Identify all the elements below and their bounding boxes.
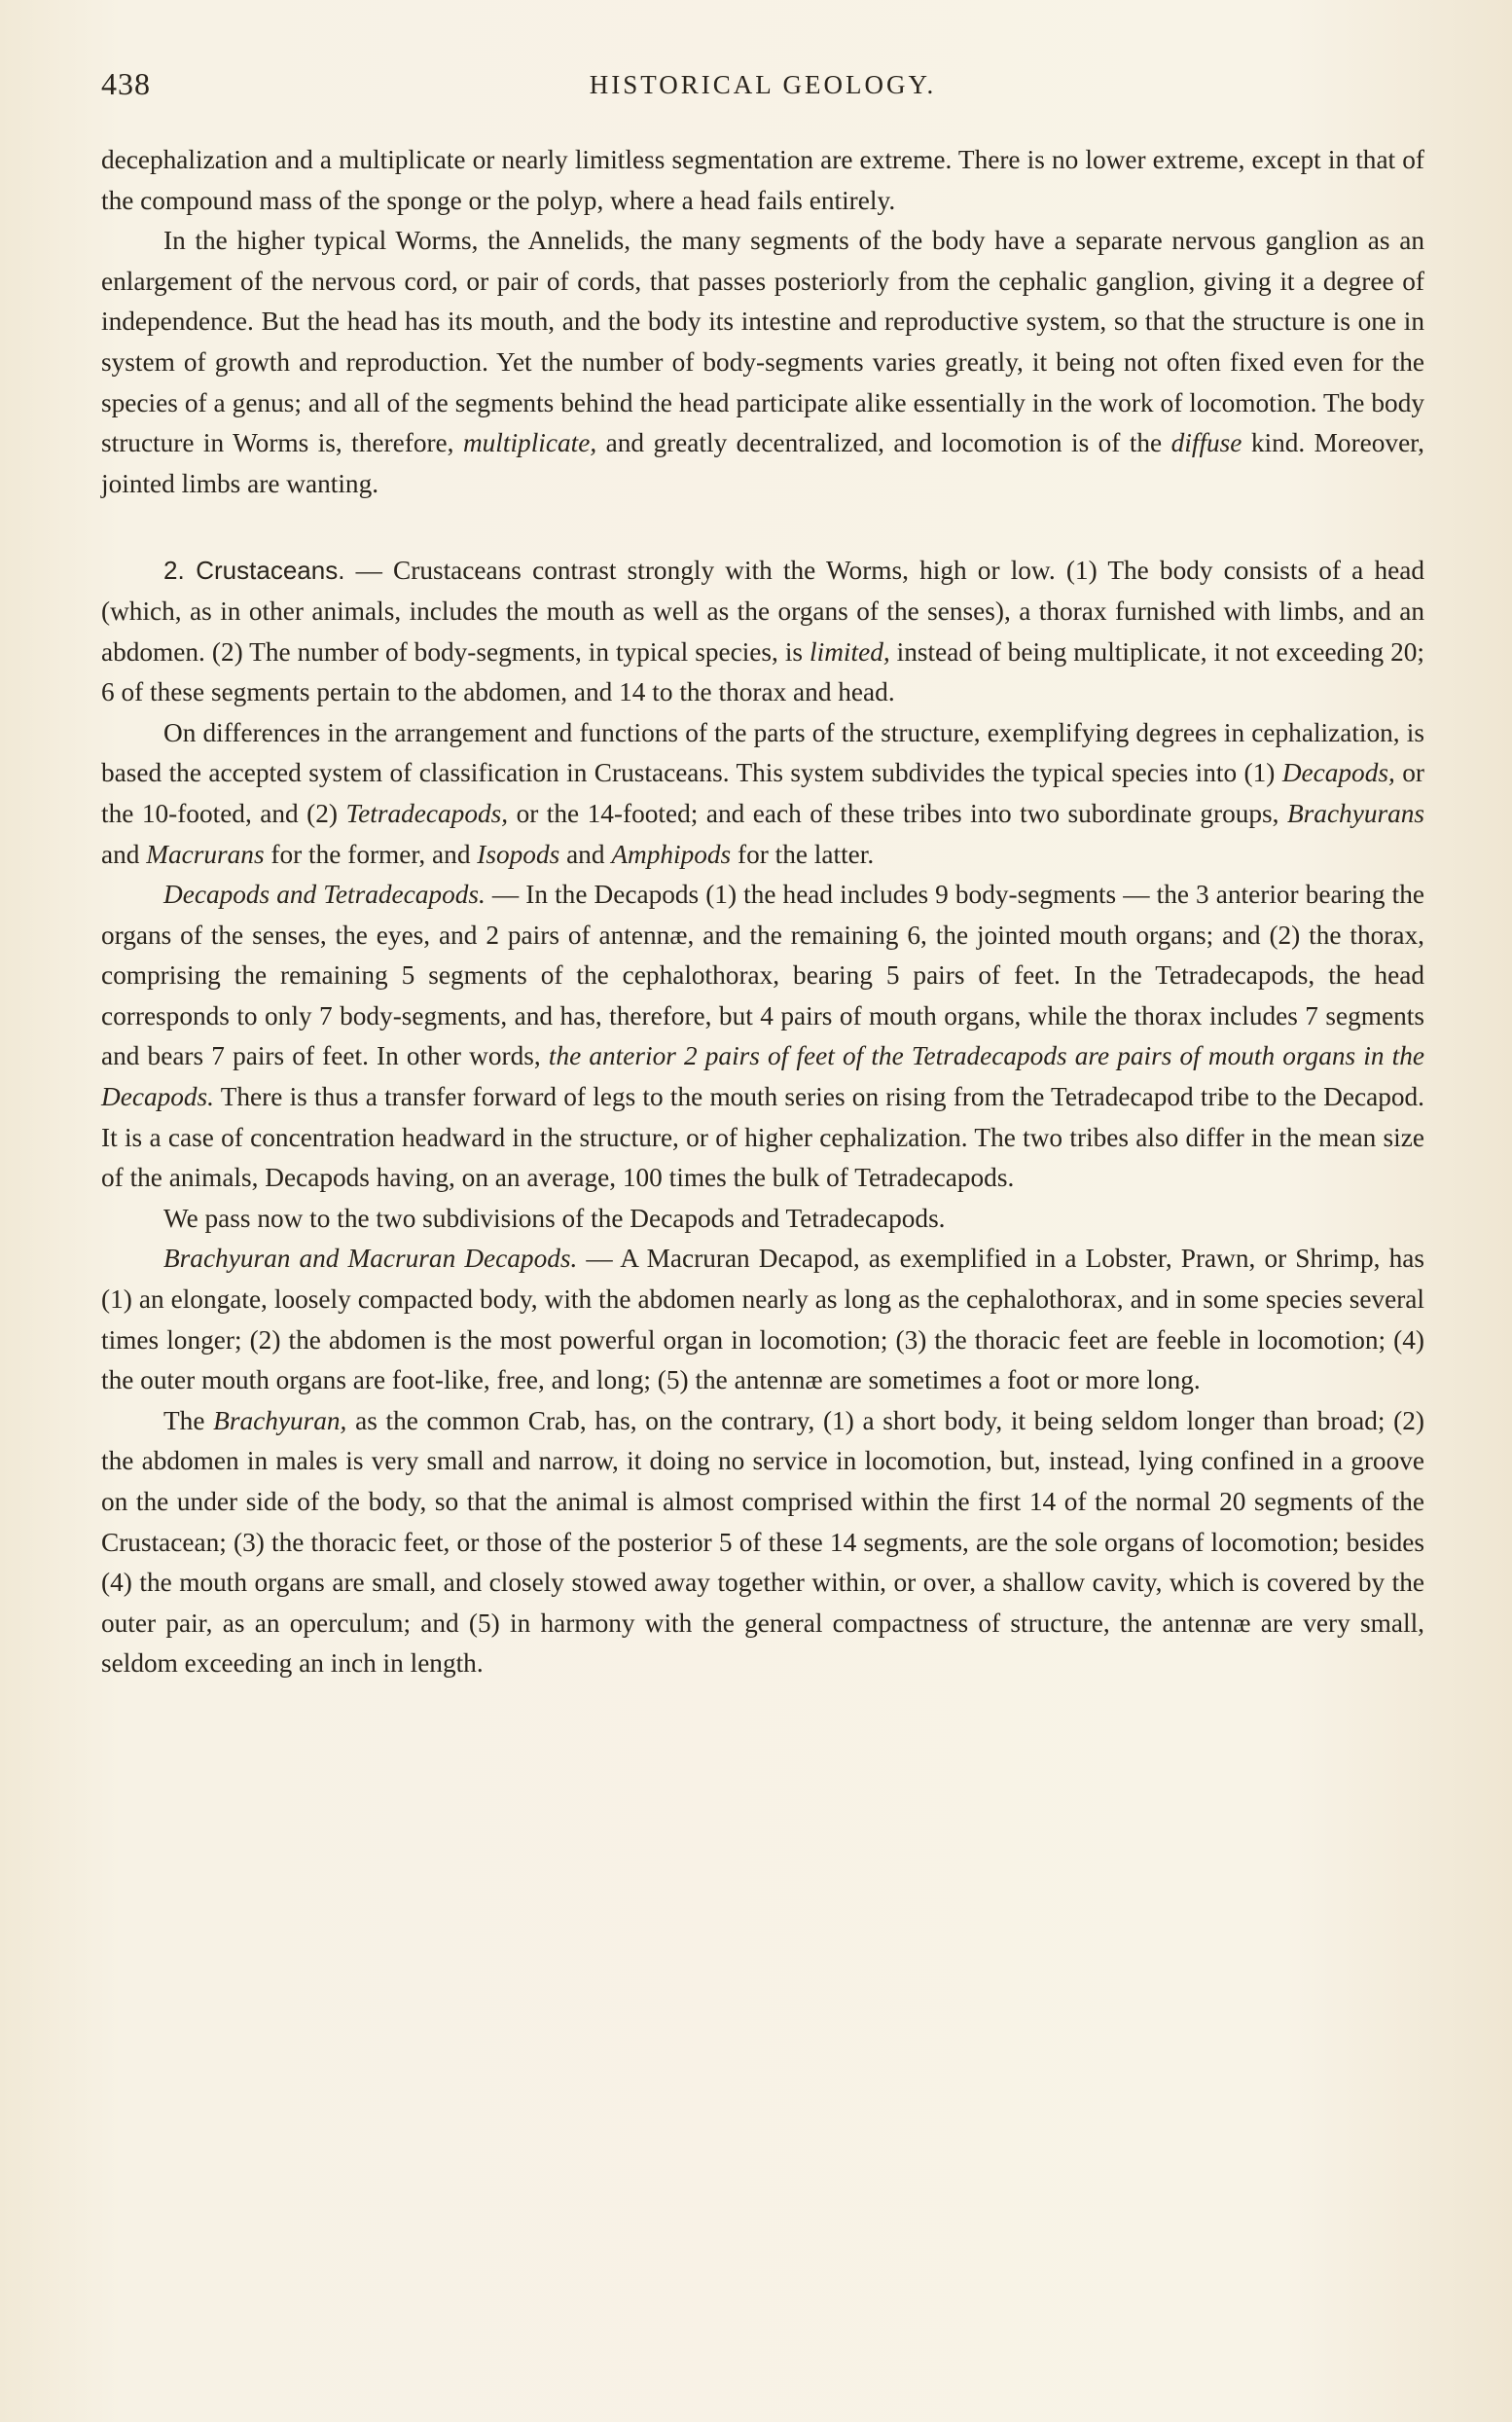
- paragraph-continuation: [101, 140, 1424, 221]
- italic-term: Decapods,: [1281, 758, 1395, 788]
- text-run: or the 10-footed, and (2): [101, 758, 1424, 828]
- italic-term: limited,: [810, 636, 890, 667]
- text-run: — In the Decapods (1) the head includes 9 body-segments — the 3 anterior bearing the organs of the senses, the eyes, and 2 pairs of antennæ, and the remaining 6, the jointed mouth organs; and (2) the thorax, comprising the remaining 5 segments of the cephalothorax, bearing 5 pairs of feet. In the Tetradecapods, the head corresponds to only 7 body-segments, and has, therefore, but 4 pairs of mouth organs, while the thorax includes 7 segments and bears 7 pairs of feet. In other words,: [101, 880, 1424, 1071]
- italic-term: the anterior 2 pairs of feet of the Tetradecapods are pairs of mouth organs in the Decapods.: [101, 1041, 1424, 1112]
- italic-term: multiplicate,: [462, 428, 597, 458]
- section-spacer: [101, 504, 1424, 551]
- italic-term: Isopods: [477, 839, 560, 869]
- italic-term: Tetradecapods,: [345, 798, 509, 828]
- text-run: In the higher typical Worms, the Annelids, the many segments of the body have a separate nervous ganglion as an enlargement of the nervous cord, or pair of cords, that passes posteriorly from the cephalic ganglion, giving it a degree of independence. But the head has its mouth, and the body its intestine and reproductive system, so that the structure is one in system of growth and reproduction. Yet the number of body-segments varies greatly, it being not often fixed even for the species of a genus; and all of the segments behind the head participate alike essentially in the work of locomotion. The body structure in Worms is, therefore,: [101, 226, 1424, 458]
- text-run: and: [566, 839, 605, 869]
- italic-term: Amphipods: [611, 839, 732, 869]
- text-run: for the former, and: [270, 839, 471, 869]
- text-run: There is thus a transfer forward of legs to the mouth series on rising from the Tetradecapod tribe to the Decapod. It is a case of concentration headward in the structure, or of higher cephalization. The two tribes also differ in the mean size of the animals, Decapods having, on an average, 100 times the bulk of Tetradecapods.: [101, 1082, 1424, 1193]
- body-text: [101, 140, 1424, 1684]
- text-run: — A Macruran Decapod, as exemplified in a Lobster, Prawn, or Shrimp, has (1) an elongate, loosely compacted body, with the abdomen nearly as long as the cephalothorax, and in some species several times longer; (2) the abdomen is the most powerful organ in locomotion; (3) the thoracic feet are feeble in locomotion; (4) the outer mouth organs are foot-like, free, and long; (5) the antennæ are sometimes a foot or more long.: [101, 1244, 1424, 1395]
- paragraph-crustaceans: [101, 551, 1424, 712]
- paragraph-text: decephalization and a multiplicate or nearly limitless segmentation are extreme. There is no lower extreme, except in that of the compound mass of the sponge or the polyp, where a head fails entirely.: [101, 145, 1424, 215]
- text-run: instead of being multiplicate, it not exceeding 20; 6 of these segments pertain to the abdomen, and 14 to the thorax and head.: [101, 636, 1424, 707]
- italic-term: Brachyurans: [1287, 798, 1425, 828]
- paragraph-annelids: [101, 221, 1424, 504]
- paragraph-macruran: [101, 1239, 1424, 1400]
- text-run: and: [101, 839, 140, 869]
- text-run: as the common Crab, has, on the contrary, (1) a short body, it being seldom longer than broad; (2) the abdomen in males is very small and narrow, it doing no service in locomotion, but, instead, lying confined in a groove on the under side of the body, so that the animal is almost comprised within the first 14 of the normal 20 segments of the Crustacean; (3) the thoracic feet, or those of the posterior 5 of these 14 segments, are the sole organs of locomotion; besides (4) the mouth organs are small, and closely stowed away together within, or over, a shallow cavity, which is covered by the outer pair, as an operculum; and (5) in harmony with the general compactness of structure, the antennæ are very small, seldom exceeding an inch in length.: [101, 1405, 1425, 1679]
- text-run: kind. Moreover, jointed limbs are wanting.: [101, 428, 1425, 498]
- paragraph-decapods: [101, 875, 1424, 1199]
- page-header: [101, 58, 1424, 119]
- text-run: or the 14-footed; and each of these tribes into two subordinate groups,: [516, 798, 1279, 828]
- italic-term: Brachyuran,: [213, 1405, 347, 1435]
- page-number: 438: [101, 66, 151, 101]
- text-run: and greatly decentralized, and locomotion is of the: [605, 428, 1163, 458]
- text-run: The: [163, 1405, 205, 1435]
- paragraph-classification: [101, 713, 1424, 875]
- italic-term: diffuse: [1170, 428, 1242, 458]
- italic-term: Macrurans: [146, 839, 265, 869]
- text-run: On differences in the arrangement and functions of the parts of the structure, exemplifying degrees in cephalization, is based the accepted system of classification in Crustaceans. This system subdivides the typical species into (1): [101, 717, 1424, 788]
- section-heading: 2. Crustaceans.: [163, 556, 345, 586]
- italic-subheading: Brachyuran and Macruran Decapods.: [163, 1244, 578, 1274]
- paragraph-brachyuran: [101, 1401, 1424, 1684]
- running-head: HISTORICAL GEOLOGY.: [589, 70, 937, 99]
- text-run: — Crustaceans contrast strongly with the Worms, high or low. (1) The body consists of a head (which, as in other animals, includes the mouth as well as the organs of the senses), a thorax furnished with limbs, and an abdomen. (2) The number of body-segments, in typical species, is: [101, 556, 1424, 667]
- italic-subheading: Decapods and Tetradecapods.: [163, 880, 486, 910]
- text-run: for the latter.: [737, 839, 875, 869]
- paragraph-text: We pass now to the two subdivisions of the Decapods and Tetradecapods.: [163, 1203, 946, 1233]
- paragraph-transition: [101, 1199, 1424, 1240]
